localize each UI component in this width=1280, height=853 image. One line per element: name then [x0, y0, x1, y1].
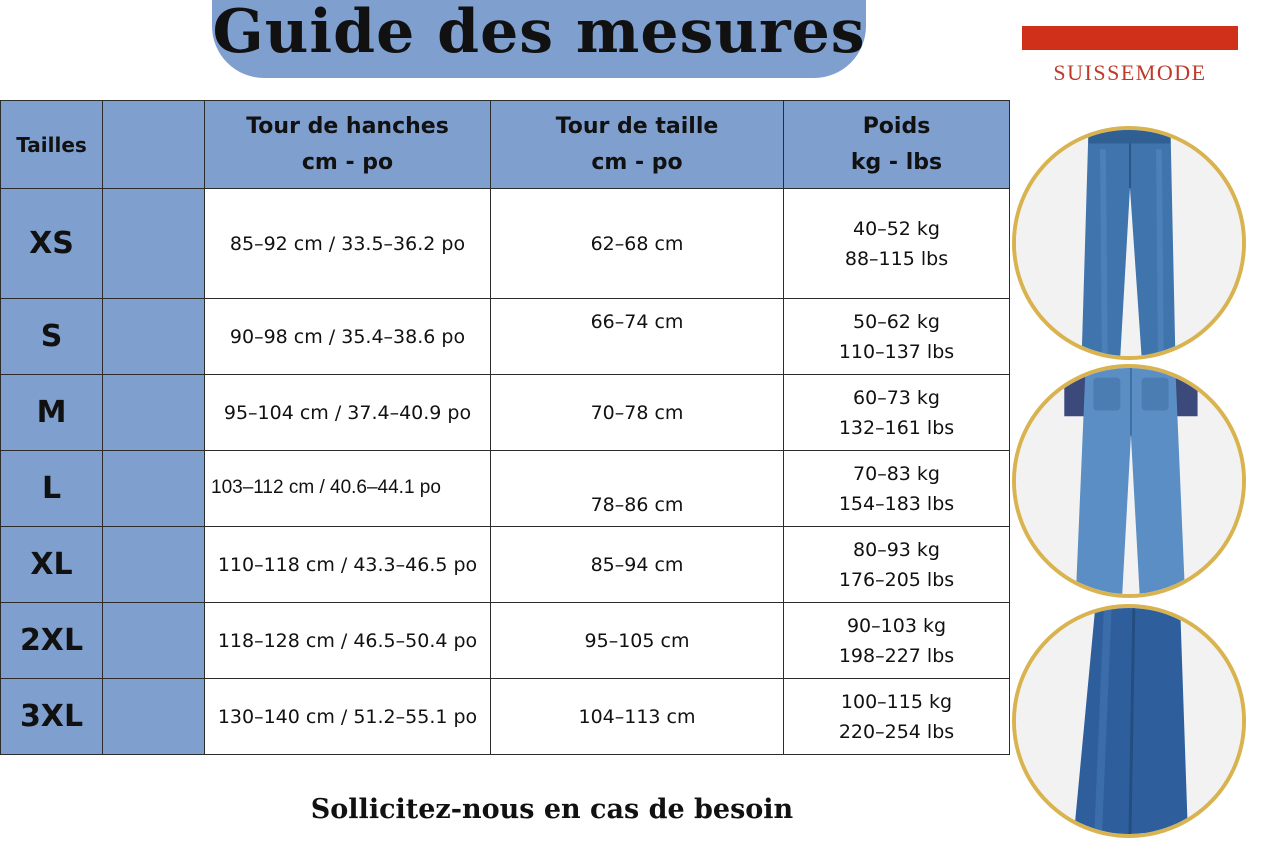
- jeans-side-photo: [1012, 604, 1246, 838]
- jeans-front-icon: [1016, 130, 1242, 356]
- header-waist-units: cm - po: [591, 149, 683, 175]
- waist-value: 78–86 cm: [491, 451, 784, 527]
- header-blank: [103, 101, 205, 189]
- weight-lbs: 176–205 lbs: [838, 568, 955, 591]
- header-weight-units: kg - lbs: [850, 149, 943, 175]
- jeans-back-photo: [1012, 364, 1246, 598]
- weight-lbs: 154–183 lbs: [838, 492, 955, 515]
- size-label: M: [1, 375, 103, 451]
- waist-value: 70–78 cm: [491, 375, 784, 451]
- header-sizes: Tailles: [1, 101, 103, 189]
- weight-value: [784, 603, 1010, 679]
- table-row: [1, 299, 1010, 375]
- weight-value: [784, 299, 1010, 375]
- weight-lbs: 132–161 lbs: [838, 416, 955, 439]
- header-weight: [784, 101, 1010, 189]
- size-label: XS: [1, 189, 103, 299]
- header-hips-label: Tour de hanches: [246, 113, 449, 139]
- weight-lbs: 110–137 lbs: [838, 340, 955, 363]
- jeans-side-icon: [1016, 608, 1242, 834]
- size-label: 2XL: [1, 603, 103, 679]
- size-spacer: [103, 679, 205, 755]
- weight-value: [784, 527, 1010, 603]
- table-row: [1, 451, 1010, 527]
- table-row: [1, 189, 1010, 299]
- waist-value: 104–113 cm: [491, 679, 784, 755]
- weight-kg: 90–103 kg: [846, 614, 947, 637]
- footer-note: Sollicitez-nous en cas de besoin: [310, 794, 794, 825]
- header-waist: [491, 101, 784, 189]
- weight-value: [784, 189, 1010, 299]
- waist-value: 85–94 cm: [491, 527, 784, 603]
- header-waist-label: Tour de taille: [555, 113, 719, 139]
- brand-name: SUISSEMODE: [1053, 60, 1207, 85]
- hips-value: 90–98 cm / 35.4–38.6 po: [205, 299, 491, 375]
- weight-kg: 60–73 kg: [853, 386, 940, 409]
- table-row: [1, 603, 1010, 679]
- weight-value: [784, 451, 1010, 527]
- weight-lbs: 88–115 lbs: [844, 247, 949, 270]
- table-header-row: [1, 101, 1010, 189]
- size-label: 3XL: [1, 679, 103, 755]
- weight-kg: 40–52 kg: [853, 217, 940, 240]
- weight-value: [784, 679, 1010, 755]
- weight-lbs: 198–227 lbs: [838, 644, 955, 667]
- size-spacer: [103, 603, 205, 679]
- size-spacer: [103, 375, 205, 451]
- size-spacer: [103, 451, 205, 527]
- size-spacer: [103, 299, 205, 375]
- size-table: [0, 100, 1010, 755]
- header-hips: [205, 101, 491, 189]
- size-label: L: [1, 451, 103, 527]
- weight-value: [784, 375, 1010, 451]
- jeans-back-icon: [1016, 368, 1242, 594]
- header-weight-label: Poids: [862, 113, 931, 139]
- jeans-front-photo: [1012, 126, 1246, 360]
- waist-value: 66–74 cm: [491, 299, 784, 375]
- hips-value: 110–118 cm / 43.3–46.5 po: [205, 527, 491, 603]
- size-label: S: [1, 299, 103, 375]
- brand-logo-bar: [1022, 26, 1238, 50]
- page-title: Guide des mesures: [212, 0, 866, 67]
- size-label: XL: [1, 527, 103, 603]
- weight-kg: 80–93 kg: [853, 538, 940, 561]
- hips-value: 85–92 cm / 33.5–36.2 po: [205, 189, 491, 299]
- table-row: [1, 679, 1010, 755]
- hips-value: 118–128 cm / 46.5–50.4 po: [205, 603, 491, 679]
- waist-value: 62–68 cm: [491, 189, 784, 299]
- table-row: [1, 527, 1010, 603]
- hips-value: 95–104 cm / 37.4–40.9 po: [205, 375, 491, 451]
- size-spacer: [103, 527, 205, 603]
- header-hips-units: cm - po: [301, 149, 394, 175]
- waist-value: 95–105 cm: [491, 603, 784, 679]
- hips-value: 103–112 cm / 40.6–44.1 po: [205, 451, 491, 527]
- weight-kg: 100–115 kg: [840, 690, 953, 713]
- hips-value: 130–140 cm / 51.2–55.1 po: [205, 679, 491, 755]
- weight-lbs: 220–254 lbs: [838, 720, 955, 743]
- weight-kg: 70–83 kg: [853, 462, 940, 485]
- table-row: [1, 375, 1010, 451]
- weight-kg: 50–62 kg: [853, 310, 940, 333]
- size-spacer: [103, 189, 205, 299]
